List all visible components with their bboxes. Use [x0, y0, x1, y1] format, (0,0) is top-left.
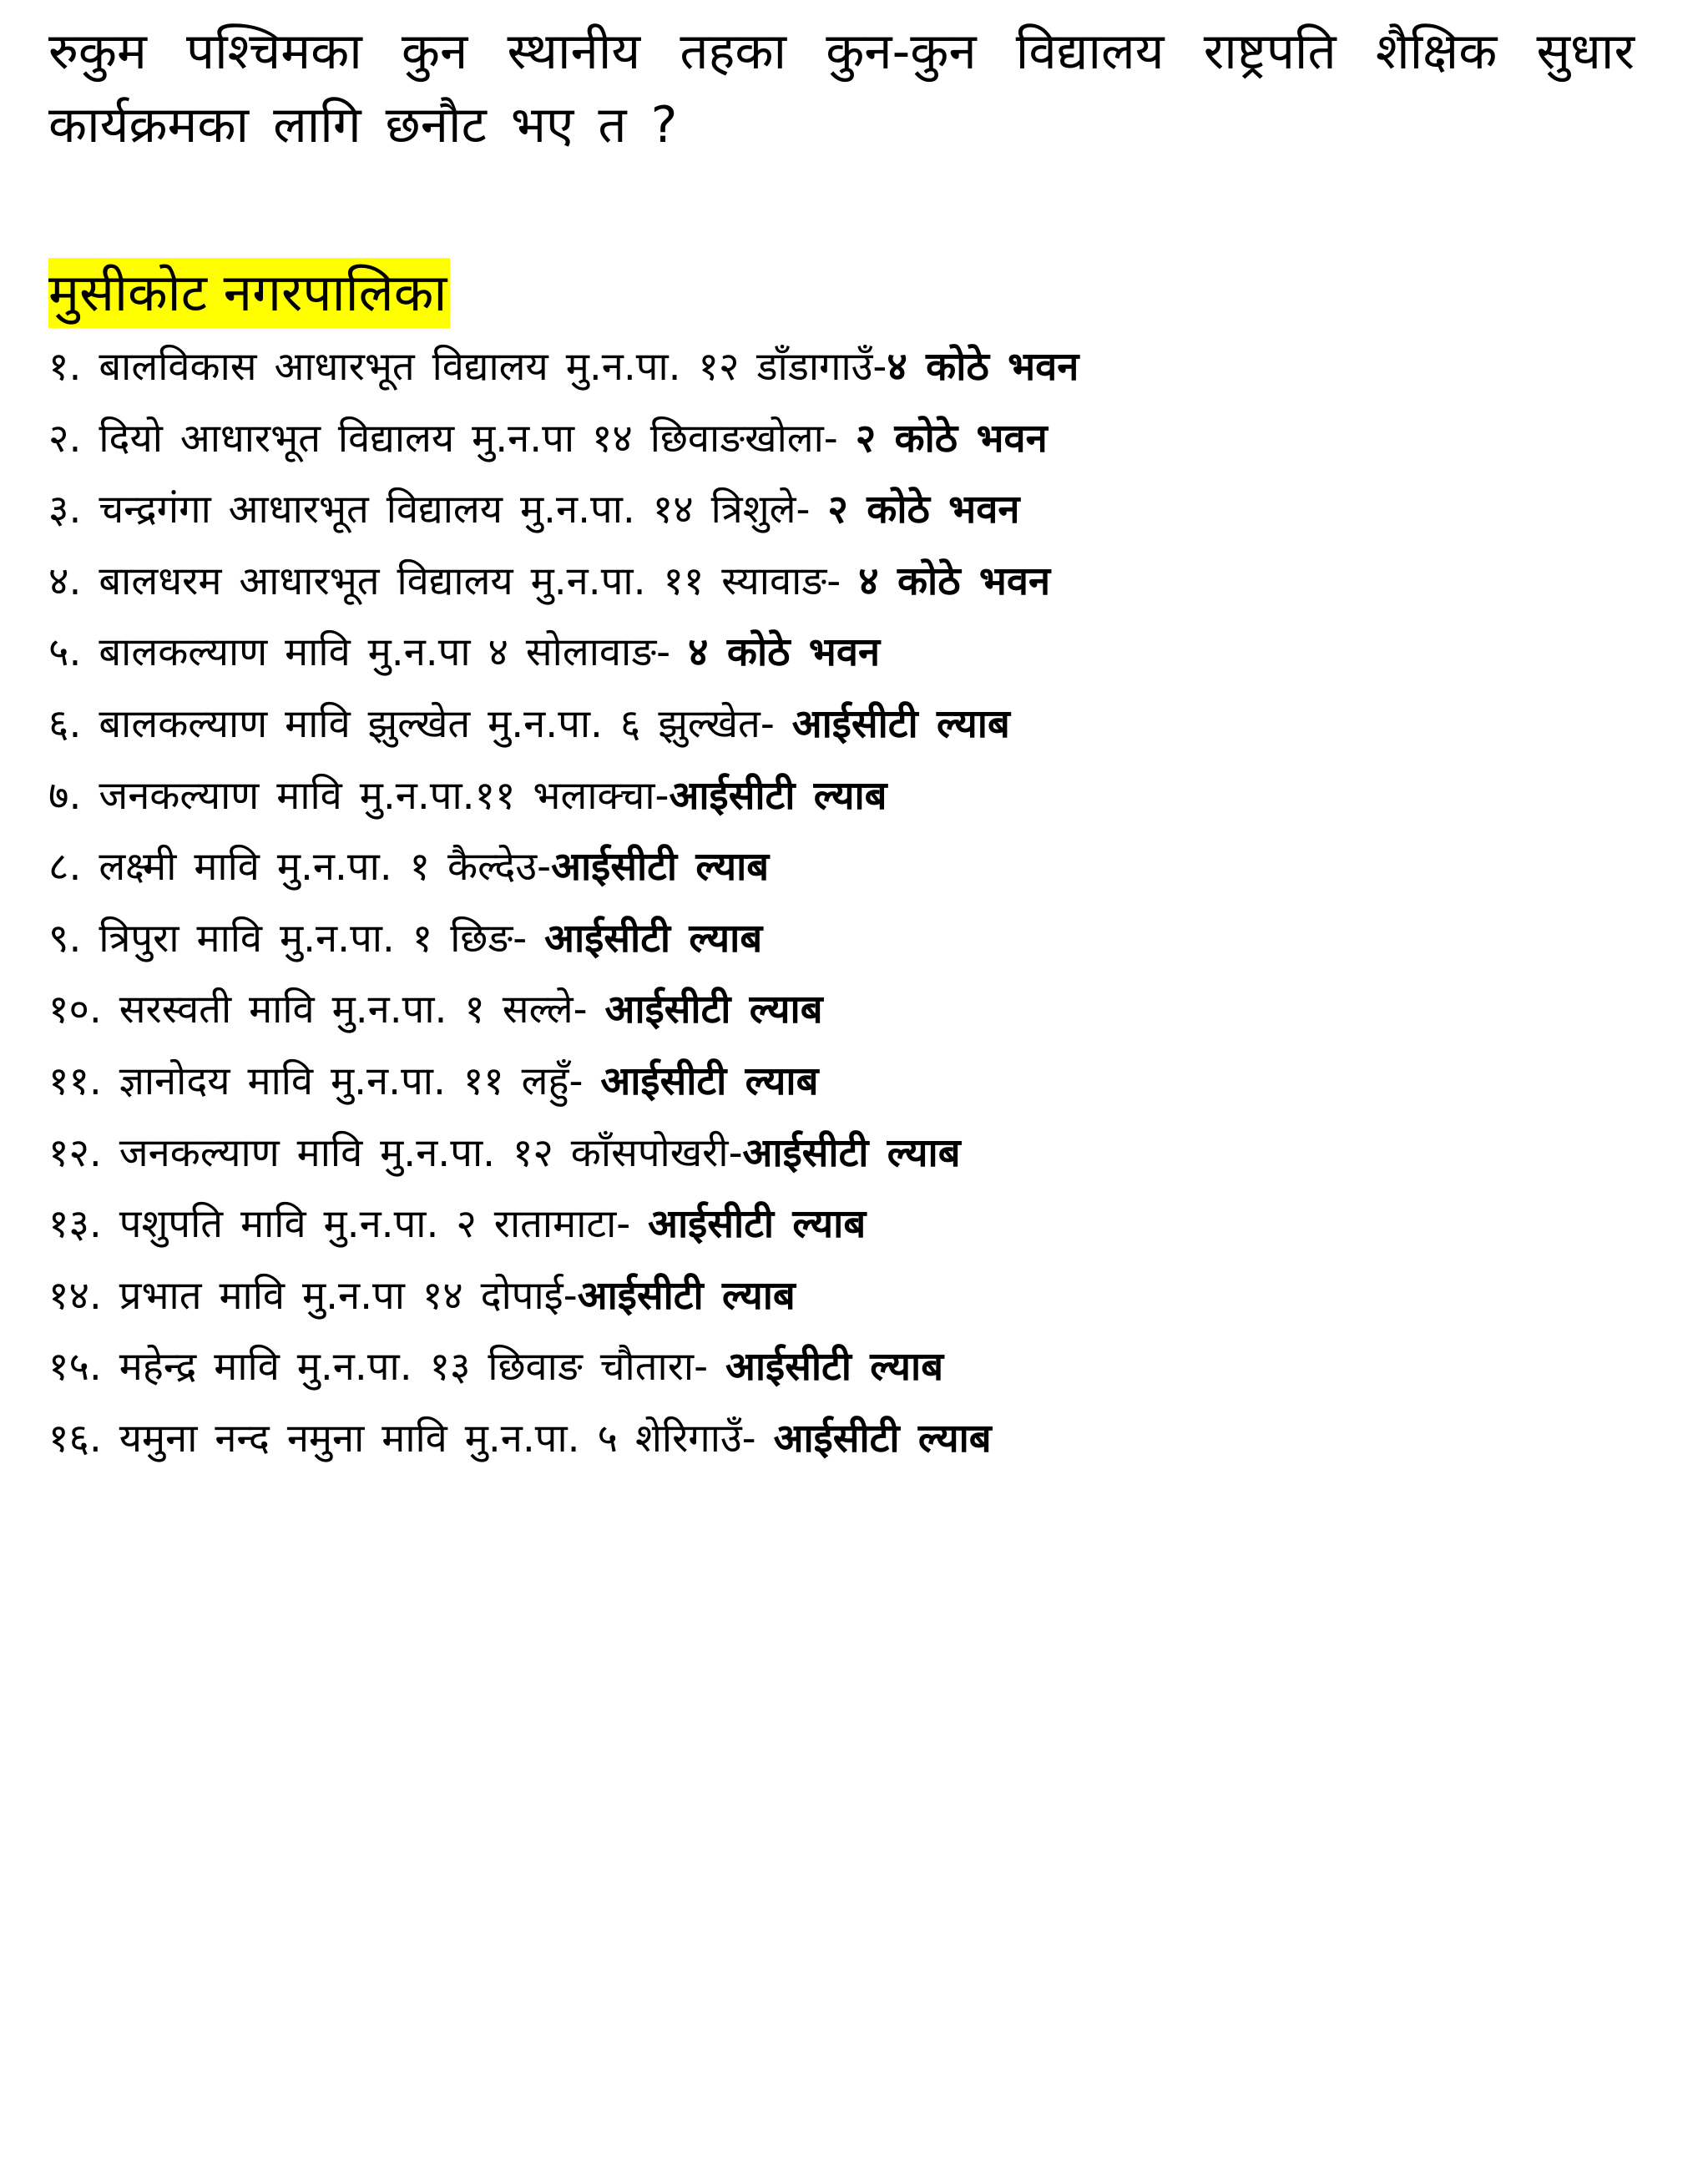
list-item — [48, 617, 1660, 689]
list-item — [48, 1118, 1660, 1189]
school-name: १५. महेन्द्र मावि मु.न.पा. १३ छिवाङ चौतारा- — [48, 1344, 725, 1391]
facility-label: आईसीटी ल्याब — [742, 1129, 961, 1176]
list-item — [48, 1046, 1660, 1118]
list-item — [48, 403, 1660, 475]
list-item — [48, 1260, 1660, 1332]
school-name: १६. यमुना नन्द नमुना मावि मु.न.पा. ५ शेरिगाउँ- — [48, 1415, 774, 1462]
school-name: ३. चन्द्रगंगा आधारभूत विद्यालय मु.न.पा. १४ त्रिशुले- — [48, 487, 828, 533]
list-item — [48, 546, 1660, 618]
facility-label: आईसीटी ल्याब — [604, 987, 823, 1033]
facility-label: आईसीटी ल्याब — [577, 1272, 796, 1319]
facility-label: आईसीटी ल्याब — [551, 844, 770, 891]
school-name: १. बालविकास आधारभूत विद्यालय मु.न.पा. १२ डाँडागाउँ- — [48, 344, 887, 390]
school-name: ११. ज्ञानोदय मावि मु.न.पा. ११ लहुँ- — [48, 1058, 601, 1104]
school-name: २. दियो आधारभूत विद्यालय मु.न.पा १४ छिवाङखोला- — [48, 415, 856, 462]
school-list — [48, 331, 1660, 1475]
facility-label: २ कोठे भवन — [855, 415, 1048, 462]
school-name: ७. जनकल्याण मावि मु.न.पा.११ भलाक्चा- — [48, 772, 670, 819]
facility-label: आईसीटी ल्याब — [648, 1201, 867, 1248]
list-item — [48, 1331, 1660, 1403]
school-name: १२. जनकल्याण मावि मु.न.पा. १२ काँसपोखरी- — [48, 1129, 743, 1176]
facility-label: आईसीटी ल्याब — [791, 700, 1010, 747]
facility-label: ४ कोठे भवन — [688, 629, 881, 676]
school-name: ९. त्रिपुरा मावि मु.न.पा. १ छिङ- — [48, 915, 545, 962]
municipality-heading: मुसीकोट नगरपालिका — [48, 258, 450, 328]
school-name: १४. प्रभात मावि मु.न.पा १४ दोपाई- — [48, 1272, 578, 1319]
facility-label: २ कोठे भवन — [827, 487, 1020, 533]
facility-label: आईसीटी ल्याब — [725, 1344, 944, 1391]
list-item — [48, 1403, 1660, 1475]
list-item — [48, 760, 1660, 832]
list-item — [48, 474, 1660, 546]
school-name: १०. सरस्वती मावि मु.न.पा. १ सल्ले- — [48, 987, 605, 1033]
school-name: १३. पशुपति मावि मु.न.पा. २ रातामाटा- — [48, 1201, 649, 1248]
list-item — [48, 903, 1660, 975]
list-item — [48, 689, 1660, 760]
facility-label: आईसीटी ल्याब — [600, 1058, 819, 1104]
school-name: ६. बालकल्याण मावि झुल्खेत मु.न.पा. ६ झुल्खेत- — [48, 700, 792, 747]
school-name: ५. बालकल्याण मावि मु.न.पा ४ सोलावाङ- — [48, 629, 689, 676]
question-text: रुकुम पश्चिमका कुन स्थानीय तहका कुन-कुन विद्यालय राष्ट्रपति शैक्षिक सुधार कार्यक्रमका लागि छनौट भए त ? — [48, 23, 1635, 154]
school-name: ८. लक्ष्मी मावि मु.न.पा. १ कैल्देउ- — [48, 844, 552, 891]
list-item — [48, 831, 1660, 903]
facility-label: आईसीटी ल्याब — [544, 915, 763, 962]
facility-label: ४ कोठे भवन — [887, 344, 1079, 390]
facility-label: ४ कोठे भवन — [858, 558, 1051, 604]
list-item — [48, 974, 1660, 1046]
facility-label: आईसीटी ल्याब — [773, 1415, 992, 1462]
list-item — [48, 331, 1660, 403]
school-name: ४. बालधरम आधारभूत विद्यालय मु.न.पा. ११ स्यावाङ- — [48, 558, 859, 604]
facility-label: आईसीटी ल्याब — [669, 772, 887, 819]
list-item — [48, 1189, 1660, 1260]
